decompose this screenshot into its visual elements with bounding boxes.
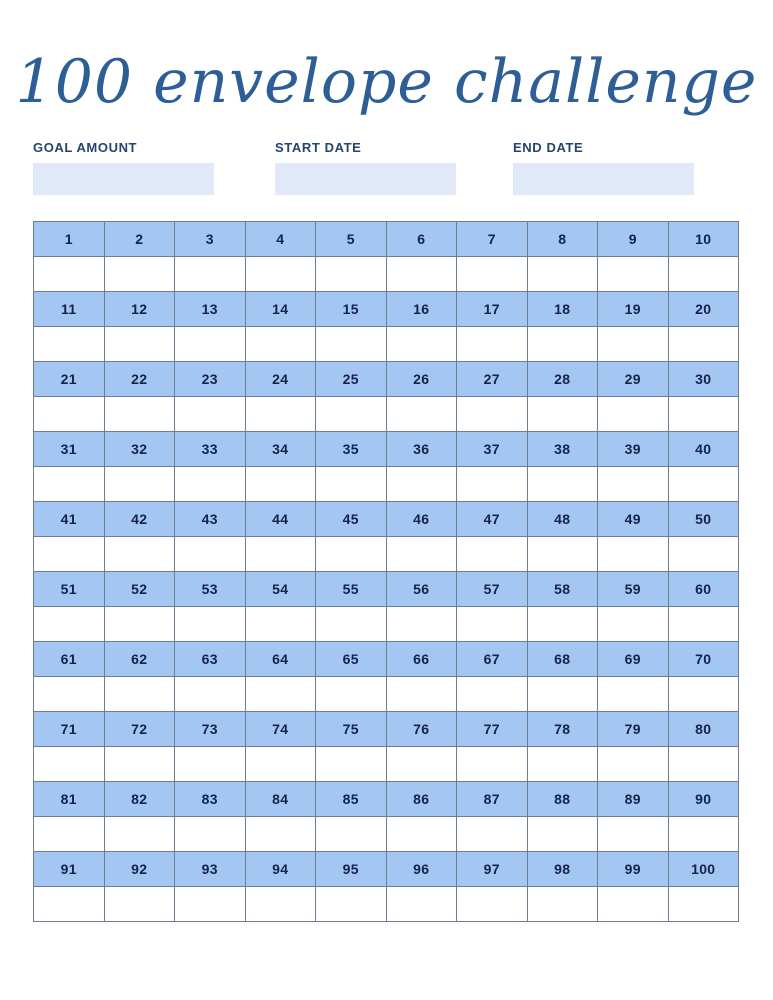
envelope-number-cell[interactable]: 41 <box>34 502 105 537</box>
envelope-checkoff-cell[interactable] <box>668 397 739 432</box>
envelope-checkoff-cell[interactable] <box>668 257 739 292</box>
envelope-checkoff-cell[interactable] <box>316 257 387 292</box>
envelope-number-cell[interactable]: 22 <box>104 362 175 397</box>
envelope-number-cell[interactable]: 72 <box>104 712 175 747</box>
envelope-checkoff-cell[interactable] <box>386 537 457 572</box>
envelope-checkoff-cell[interactable] <box>668 607 739 642</box>
envelope-number-cell[interactable]: 65 <box>316 642 387 677</box>
envelope-number-cell[interactable]: 53 <box>175 572 246 607</box>
envelope-number-row <box>34 642 739 677</box>
envelope-number-cell[interactable]: 17 <box>457 292 528 327</box>
envelope-checkoff-cell[interactable] <box>457 467 528 502</box>
envelope-checkoff-cell[interactable] <box>668 817 739 852</box>
envelope-checkoff-cell[interactable] <box>386 887 457 922</box>
envelope-checkoff-cell[interactable] <box>316 817 387 852</box>
envelope-number-row <box>34 782 739 817</box>
envelope-checkoff-cell[interactable] <box>245 677 316 712</box>
envelope-number-cell[interactable]: 57 <box>457 572 528 607</box>
envelope-checkoff-cell[interactable] <box>245 397 316 432</box>
envelope-number-cell[interactable]: 73 <box>175 712 246 747</box>
envelope-number-cell[interactable]: 81 <box>34 782 105 817</box>
envelope-number-cell[interactable]: 79 <box>598 712 669 747</box>
envelope-checkoff-cell[interactable] <box>598 607 669 642</box>
envelope-checkoff-cell[interactable] <box>245 467 316 502</box>
envelope-checkoff-cell[interactable] <box>457 537 528 572</box>
envelope-checkoff-cell[interactable] <box>104 537 175 572</box>
envelope-checkoff-cell[interactable] <box>316 607 387 642</box>
envelope-number-cell[interactable]: 75 <box>316 712 387 747</box>
envelope-number-cell[interactable]: 38 <box>527 432 598 467</box>
envelope-number-cell[interactable]: 16 <box>386 292 457 327</box>
envelope-checkoff-cell[interactable] <box>527 327 598 362</box>
envelope-number-cell[interactable]: 62 <box>104 642 175 677</box>
envelope-checkoff-cell[interactable] <box>316 537 387 572</box>
field-start-date <box>275 140 497 195</box>
envelope-checkoff-row <box>34 467 739 502</box>
envelope-checkoff-cell[interactable] <box>386 467 457 502</box>
envelope-number-row <box>34 852 739 887</box>
envelope-number-row <box>34 712 739 747</box>
end-date-label: END DATE <box>513 140 584 155</box>
envelope-tracker-grid <box>33 221 739 922</box>
envelope-checkoff-cell[interactable] <box>527 817 598 852</box>
envelope-checkoff-cell[interactable] <box>668 537 739 572</box>
envelope-number-cell[interactable]: 14 <box>245 292 316 327</box>
envelope-number-cell[interactable]: 50 <box>668 502 739 537</box>
envelope-number-cell[interactable]: 27 <box>457 362 528 397</box>
envelope-number-cell[interactable]: 80 <box>668 712 739 747</box>
envelope-number-cell[interactable]: 24 <box>245 362 316 397</box>
envelope-number-cell[interactable]: 90 <box>668 782 739 817</box>
envelope-checkoff-cell[interactable] <box>104 747 175 782</box>
envelope-checkoff-cell[interactable] <box>316 887 387 922</box>
envelope-number-cell[interactable]: 56 <box>386 572 457 607</box>
envelope-number-cell[interactable]: 18 <box>527 292 598 327</box>
envelope-number-cell[interactable]: 99 <box>598 852 669 887</box>
envelope-number-cell[interactable]: 49 <box>598 502 669 537</box>
envelope-checkoff-cell[interactable] <box>668 467 739 502</box>
envelope-checkoff-cell[interactable] <box>245 257 316 292</box>
envelope-number-cell[interactable]: 30 <box>668 362 739 397</box>
envelope-checkoff-cell[interactable] <box>527 887 598 922</box>
envelope-number-cell[interactable]: 15 <box>316 292 387 327</box>
envelope-checkoff-cell[interactable] <box>668 747 739 782</box>
envelope-checkoff-cell[interactable] <box>175 677 246 712</box>
envelope-checkoff-cell[interactable] <box>245 327 316 362</box>
envelope-checkoff-cell[interactable] <box>34 607 105 642</box>
envelope-number-cell[interactable]: 3 <box>175 222 246 257</box>
end-date-input[interactable] <box>513 163 694 195</box>
envelope-checkoff-cell[interactable] <box>175 747 246 782</box>
envelope-checkoff-cell[interactable] <box>104 467 175 502</box>
envelope-checkoff-cell[interactable] <box>104 327 175 362</box>
envelope-checkoff-cell[interactable] <box>175 607 246 642</box>
envelope-checkoff-cell[interactable] <box>386 817 457 852</box>
envelope-number-cell[interactable]: 58 <box>527 572 598 607</box>
envelope-number-cell[interactable]: 76 <box>386 712 457 747</box>
envelope-number-row <box>34 502 739 537</box>
envelope-number-cell[interactable]: 10 <box>668 222 739 257</box>
envelope-number-cell[interactable]: 8 <box>527 222 598 257</box>
envelope-number-cell[interactable]: 52 <box>104 572 175 607</box>
envelope-number-cell[interactable]: 89 <box>598 782 669 817</box>
envelope-number-cell[interactable]: 60 <box>668 572 739 607</box>
envelope-checkoff-cell[interactable] <box>598 257 669 292</box>
envelope-number-cell[interactable]: 70 <box>668 642 739 677</box>
envelope-number-cell[interactable]: 54 <box>245 572 316 607</box>
envelope-number-row <box>34 222 739 257</box>
envelope-checkoff-cell[interactable] <box>457 677 528 712</box>
envelope-number-cell[interactable]: 67 <box>457 642 528 677</box>
envelope-checkoff-cell[interactable] <box>386 747 457 782</box>
envelope-number-cell[interactable]: 6 <box>386 222 457 257</box>
envelope-number-cell[interactable]: 9 <box>598 222 669 257</box>
envelope-checkoff-cell[interactable] <box>34 747 105 782</box>
envelope-checkoff-cell[interactable] <box>598 817 669 852</box>
envelope-checkoff-cell[interactable] <box>104 397 175 432</box>
envelope-checkoff-cell[interactable] <box>34 677 105 712</box>
start-date-label: START DATE <box>275 140 362 155</box>
envelope-number-cell[interactable]: 77 <box>457 712 528 747</box>
envelope-number-cell[interactable]: 74 <box>245 712 316 747</box>
envelope-number-row <box>34 292 739 327</box>
envelope-number-cell[interactable]: 47 <box>457 502 528 537</box>
envelope-number-cell[interactable]: 12 <box>104 292 175 327</box>
envelope-checkoff-cell[interactable] <box>316 747 387 782</box>
envelope-checkoff-cell[interactable] <box>316 327 387 362</box>
envelope-checkoff-cell[interactable] <box>527 677 598 712</box>
envelope-checkoff-cell[interactable] <box>457 327 528 362</box>
envelope-number-cell[interactable]: 32 <box>104 432 175 467</box>
envelope-number-cell[interactable]: 55 <box>316 572 387 607</box>
envelope-checkoff-cell[interactable] <box>527 747 598 782</box>
envelope-checkoff-cell[interactable] <box>316 467 387 502</box>
envelope-checkoff-cell[interactable] <box>457 887 528 922</box>
envelope-number-cell[interactable]: 45 <box>316 502 387 537</box>
goal-amount-label: GOAL AMOUNT <box>33 140 138 155</box>
envelope-checkoff-cell[interactable] <box>245 747 316 782</box>
envelope-checkoff-cell[interactable] <box>245 607 316 642</box>
envelope-number-cell[interactable]: 64 <box>245 642 316 677</box>
envelope-checkoff-cell[interactable] <box>668 677 739 712</box>
envelope-number-cell[interactable]: 13 <box>175 292 246 327</box>
envelope-number-cell[interactable]: 85 <box>316 782 387 817</box>
field-goal-amount <box>33 140 251 195</box>
envelope-checkoff-cell[interactable] <box>104 887 175 922</box>
envelope-number-cell[interactable]: 100 <box>668 852 739 887</box>
envelope-number-cell[interactable]: 39 <box>598 432 669 467</box>
envelope-checkoff-row <box>34 817 739 852</box>
envelope-checkoff-row <box>34 677 739 712</box>
envelope-number-cell[interactable]: 83 <box>175 782 246 817</box>
envelope-checkoff-cell[interactable] <box>34 397 105 432</box>
envelope-number-cell[interactable]: 23 <box>175 362 246 397</box>
envelope-checkoff-cell[interactable] <box>104 817 175 852</box>
envelope-number-cell[interactable]: 44 <box>245 502 316 537</box>
envelope-number-cell[interactable]: 35 <box>316 432 387 467</box>
envelope-number-cell[interactable]: 93 <box>175 852 246 887</box>
envelope-checkoff-row <box>34 747 739 782</box>
envelope-number-cell[interactable]: 25 <box>316 362 387 397</box>
envelope-checkoff-cell[interactable] <box>668 327 739 362</box>
envelope-number-cell[interactable]: 87 <box>457 782 528 817</box>
envelope-number-cell[interactable]: 61 <box>34 642 105 677</box>
envelope-number-cell[interactable]: 37 <box>457 432 528 467</box>
envelope-checkoff-cell[interactable] <box>316 677 387 712</box>
envelope-checkoff-cell[interactable] <box>457 257 528 292</box>
envelope-checkoff-cell[interactable] <box>386 677 457 712</box>
envelope-checkoff-cell[interactable] <box>386 607 457 642</box>
envelope-checkoff-row <box>34 257 739 292</box>
envelope-number-cell[interactable]: 4 <box>245 222 316 257</box>
envelope-checkoff-cell[interactable] <box>104 677 175 712</box>
envelope-checkoff-cell[interactable] <box>104 607 175 642</box>
envelope-checkoff-row <box>34 327 739 362</box>
envelope-number-cell[interactable]: 31 <box>34 432 105 467</box>
envelope-number-cell[interactable]: 78 <box>527 712 598 747</box>
envelope-number-cell[interactable]: 11 <box>34 292 105 327</box>
envelope-checkoff-cell[interactable] <box>175 537 246 572</box>
envelope-number-cell[interactable]: 28 <box>527 362 598 397</box>
envelope-number-cell[interactable]: 46 <box>386 502 457 537</box>
envelope-number-row <box>34 362 739 397</box>
field-end-date <box>513 140 739 195</box>
envelope-checkoff-cell[interactable] <box>34 257 105 292</box>
envelope-checkoff-row <box>34 607 739 642</box>
envelope-checkoff-cell[interactable] <box>34 537 105 572</box>
envelope-checkoff-cell[interactable] <box>386 257 457 292</box>
envelope-checkoff-cell[interactable] <box>457 397 528 432</box>
envelope-number-cell[interactable]: 96 <box>386 852 457 887</box>
envelope-checkoff-cell[interactable] <box>598 887 669 922</box>
header-fields <box>0 140 773 202</box>
envelope-checkoff-cell[interactable] <box>34 887 105 922</box>
envelope-number-cell[interactable]: 48 <box>527 502 598 537</box>
envelope-checkoff-cell[interactable] <box>175 467 246 502</box>
envelope-checkoff-cell[interactable] <box>527 607 598 642</box>
envelope-number-cell[interactable]: 34 <box>245 432 316 467</box>
envelope-number-cell[interactable]: 19 <box>598 292 669 327</box>
envelope-checkoff-cell[interactable] <box>386 327 457 362</box>
envelope-checkoff-cell[interactable] <box>527 537 598 572</box>
envelope-checkoff-cell[interactable] <box>598 537 669 572</box>
envelope-number-cell[interactable]: 43 <box>175 502 246 537</box>
envelope-number-cell[interactable]: 59 <box>598 572 669 607</box>
envelope-checkoff-cell[interactable] <box>598 327 669 362</box>
envelope-number-cell[interactable]: 36 <box>386 432 457 467</box>
envelope-checkoff-cell[interactable] <box>457 747 528 782</box>
envelope-number-cell[interactable]: 7 <box>457 222 528 257</box>
envelope-checkoff-cell[interactable] <box>245 817 316 852</box>
envelope-number-cell[interactable]: 42 <box>104 502 175 537</box>
envelope-number-cell[interactable]: 33 <box>175 432 246 467</box>
envelope-checkoff-cell[interactable] <box>245 537 316 572</box>
envelope-number-cell[interactable]: 2 <box>104 222 175 257</box>
envelope-number-cell[interactable]: 94 <box>245 852 316 887</box>
envelope-number-cell[interactable]: 92 <box>104 852 175 887</box>
envelope-checkoff-cell[interactable] <box>527 467 598 502</box>
envelope-number-cell[interactable]: 26 <box>386 362 457 397</box>
envelope-number-cell[interactable]: 51 <box>34 572 105 607</box>
envelope-number-cell[interactable]: 91 <box>34 852 105 887</box>
envelope-number-row <box>34 572 739 607</box>
envelope-checkoff-cell[interactable] <box>175 887 246 922</box>
envelope-checkoff-cell[interactable] <box>316 397 387 432</box>
envelope-number-cell[interactable]: 82 <box>104 782 175 817</box>
envelope-checkoff-row <box>34 887 739 922</box>
envelope-checkoff-cell[interactable] <box>245 887 316 922</box>
envelope-number-cell[interactable]: 86 <box>386 782 457 817</box>
envelope-number-cell[interactable]: 68 <box>527 642 598 677</box>
envelope-checkoff-cell[interactable] <box>175 327 246 362</box>
envelope-checkoff-cell[interactable] <box>598 677 669 712</box>
goal-amount-input[interactable] <box>33 163 214 195</box>
envelope-number-cell[interactable]: 1 <box>34 222 105 257</box>
envelope-checkoff-cell[interactable] <box>598 397 669 432</box>
envelope-checkoff-cell[interactable] <box>527 397 598 432</box>
envelope-number-cell[interactable]: 20 <box>668 292 739 327</box>
envelope-checkoff-cell[interactable] <box>457 817 528 852</box>
envelope-number-cell[interactable]: 88 <box>527 782 598 817</box>
start-date-input[interactable] <box>275 163 456 195</box>
envelope-checkoff-row <box>34 397 739 432</box>
envelope-checkoff-cell[interactable] <box>34 327 105 362</box>
envelope-checkoff-cell[interactable] <box>104 257 175 292</box>
envelope-checkoff-cell[interactable] <box>175 257 246 292</box>
envelope-number-cell[interactable]: 71 <box>34 712 105 747</box>
envelope-checkoff-cell[interactable] <box>175 397 246 432</box>
envelope-checkoff-cell[interactable] <box>668 887 739 922</box>
envelope-checkoff-row <box>34 537 739 572</box>
envelope-number-cell[interactable]: 69 <box>598 642 669 677</box>
envelope-checkoff-cell[interactable] <box>598 747 669 782</box>
envelope-checkoff-cell[interactable] <box>175 817 246 852</box>
envelope-number-cell[interactable]: 40 <box>668 432 739 467</box>
envelope-number-row <box>34 432 739 467</box>
envelope-checkoff-cell[interactable] <box>598 467 669 502</box>
envelope-number-cell[interactable]: 95 <box>316 852 387 887</box>
envelope-number-cell[interactable]: 21 <box>34 362 105 397</box>
envelope-checkoff-cell[interactable] <box>386 397 457 432</box>
envelope-number-cell[interactable]: 97 <box>457 852 528 887</box>
envelope-checkoff-cell[interactable] <box>457 607 528 642</box>
envelope-number-cell[interactable]: 66 <box>386 642 457 677</box>
envelope-checkoff-cell[interactable] <box>34 467 105 502</box>
envelope-number-cell[interactable]: 98 <box>527 852 598 887</box>
envelope-number-cell[interactable]: 63 <box>175 642 246 677</box>
envelope-checkoff-cell[interactable] <box>527 257 598 292</box>
envelope-number-cell[interactable]: 5 <box>316 222 387 257</box>
page-title: 100 envelope challenge <box>15 47 758 117</box>
envelope-number-cell[interactable]: 29 <box>598 362 669 397</box>
envelope-checkoff-cell[interactable] <box>34 817 105 852</box>
envelope-number-cell[interactable]: 84 <box>245 782 316 817</box>
